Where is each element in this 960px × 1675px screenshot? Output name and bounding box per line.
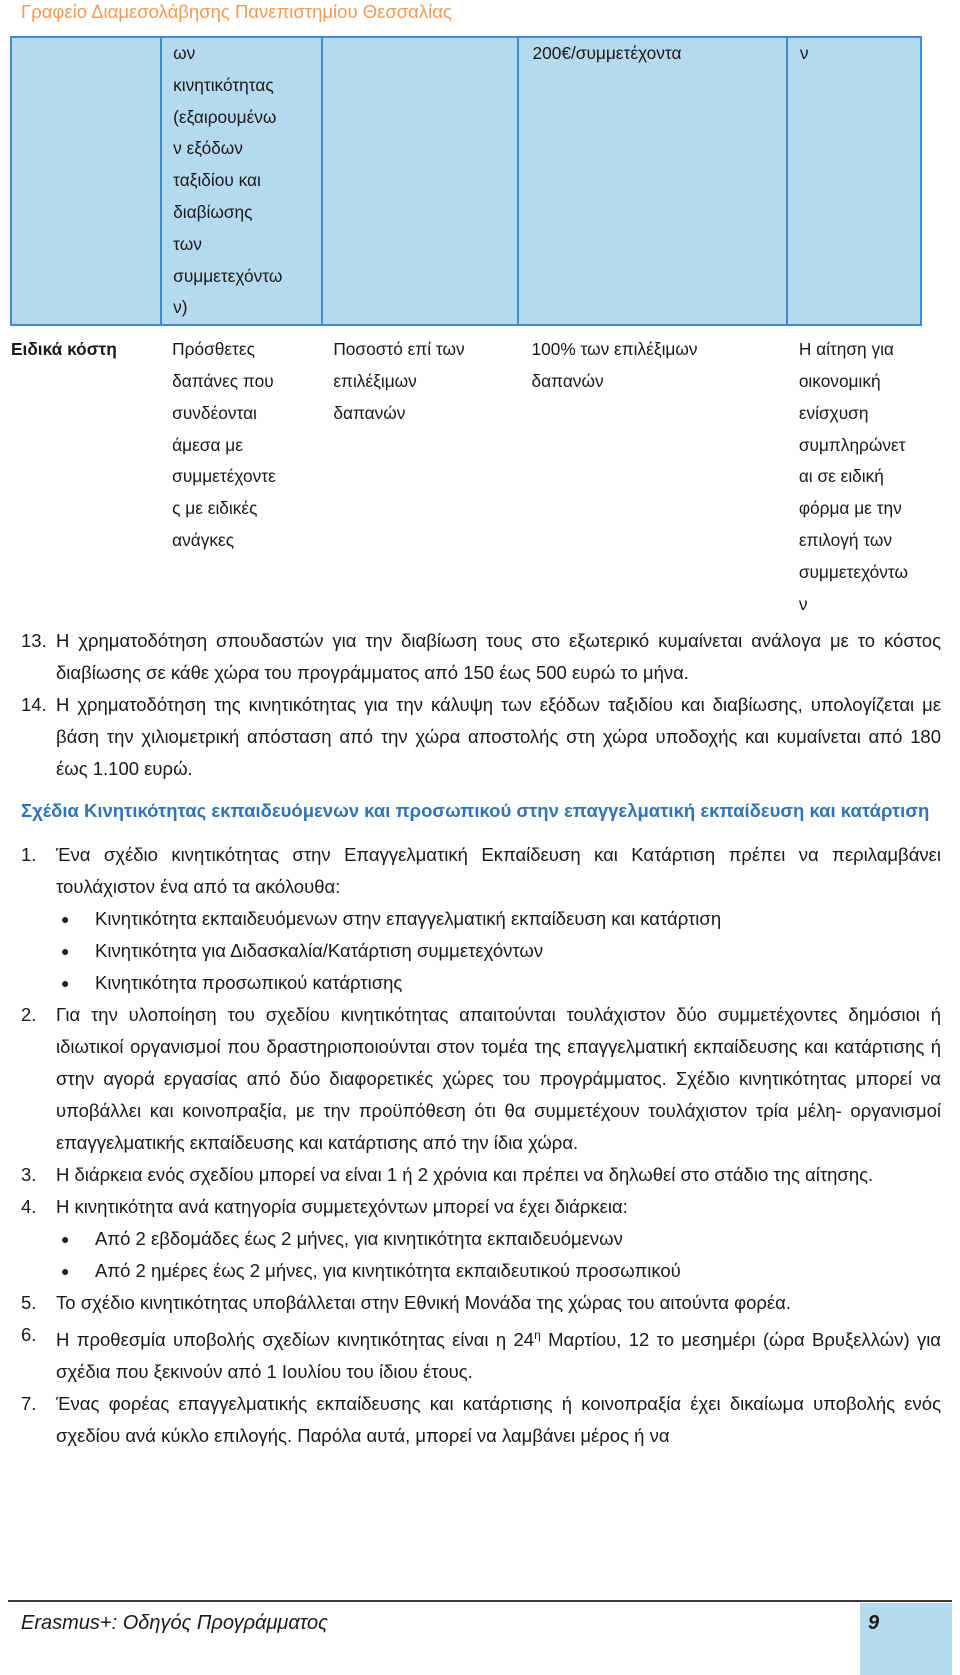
list-item: 4. Η κινητικότητα ανά κατηγορία συμμετεχόντων μπορεί να έχει διάρκεια:: [21, 1196, 628, 1217]
section-heading: Σχέδια Κινητικότητας εκπαιδευόμενων και προσωπικού στην επαγγελματική εκπαίδευση και κατάρτιση: [21, 800, 930, 821]
funding-table: [10, 36, 922, 620]
list-item: 1. Ένα σχέδιο κινητικότητας στην Επαγγελματική Εκπαίδευση και Κατάρτιση πρέπει να περιλαμβάνει τουλάχιστον ένα από τα ακόλουθα:: [21, 844, 941, 897]
bullet-item: ● Από 2 ημέρες έως 2 μήνες, για κινητικότητα εκπαιδευτικού προσωπικού: [21, 1255, 941, 1287]
table-row: [11, 37, 921, 325]
bullet-item: ● Από 2 εβδομάδες έως 2 μήνες, για κινητικότητα εκπαιδευόμενων: [21, 1223, 941, 1255]
list-item: 7. Ένας φορέας επαγγελματικής εκπαίδευσης και κατάρτισης ή κοινοπραξία έχει δικαίωμα υποβολής ενός σχεδίου ανά κύκλο επιλογής. Παρόλα αυτά, μπορεί να λαμβάνει μέρος ή να: [21, 1393, 941, 1447]
cell-amount: 200€/συμμετέχοντα: [518, 37, 787, 325]
bullet-icon: ●: [61, 943, 70, 959]
cell-rule: Η αίτηση για οικονομική ενίσχυση συμπληρώνετ αι σε ειδική φόρμα με την επιλογή των συμμετεχόντω ν: [798, 339, 909, 614]
bullet-icon: ●: [61, 1263, 70, 1279]
paragraph-14: 14. Η χρηματοδότηση της κινητικότητας για την κάλυψη των εξόδων ταξιδίου και διαβίωσης, υπολογίζεται με βάση την χιλιομετρική απόσταση από την χώρα αποστολής στη χώρα υποδοχής και κυμαίνεται από 180 έως 1.100 ευρώ.: [21, 694, 941, 779]
table-row: [11, 325, 921, 620]
list-item: 5. Το σχέδιο κινητικότητας υποβάλλεται στην Εθνική Μονάδα της χώρας του αιτούντα φορέα.: [21, 1292, 791, 1313]
cell-category: Ειδικά κόστη: [11, 339, 117, 360]
bullet-icon: ●: [61, 911, 70, 927]
cell-rule: ν: [787, 37, 921, 325]
document-header: Γραφείο Διαμεσολάβησης Πανεπιστημίου Θεσσαλίας: [21, 1, 452, 22]
list-item: 2. Για την υλοποίηση του σχεδίου κινητικότητας απαιτούνται τουλάχιστον δύο συμμετέχοντες δημόσιοι ή ιδιωτικοί οργανισμοί που δραστηριοποιούνται στον τομέα της επαγγελματική εκπαίδευσης και κατάρτισης ή στην αγορά εργασίας από δύο διαφορετικές χώρες του προγράμματος. Σχέδιο κινητικότητας μπορεί να υποβάλλει και κοινοπραξία, με την προϋπόθεση ότι θα συμμετέχουν τουλάχιστον τρία μέλη- οργανισμοί επαγγελματικής εκπαίδευσης και κατάρτισης από την ίδια χώρα.: [21, 1004, 941, 1153]
cell-description: ων κινητικότητας (εξαιρουμένω ν εξόδων ταξιδίου και διαβίωσης των συμμετεχόντω ν): [161, 37, 322, 325]
cell-category: [11, 37, 161, 325]
list-item: 3. Η διάρκεια ενός σχεδίου μπορεί να είναι 1 ή 2 χρόνια και πρέπει να δηλωθεί στο στάδιο της αίτησης.: [21, 1164, 874, 1185]
bullet-icon: ●: [61, 975, 70, 991]
page-number: 9: [868, 1612, 880, 1634]
cell-amount: 100% των επιλέξιμων δαπανών: [531, 339, 698, 391]
footer-divider: [8, 1600, 952, 1602]
bullet-item: ● Κινητικότητα για Διδασκαλία/Κατάρτιση συμμετεχόντων: [21, 935, 941, 967]
cell-description: Πρόσθετες δαπάνες που συνδέονται άμεσα με συμμετέχοντε ς με ειδικές ανάγκες: [172, 339, 276, 550]
document-body: [21, 625, 941, 1452]
cell-mechanism: [322, 37, 517, 325]
bullet-item: ● Κινητικότητα προσωπικού κατάρτισης: [21, 967, 941, 999]
list-item: 6. Η προθεσμία υποβολής σχεδίων κινητικότητας είναι η $24^\eta$ Μαρτίου, 12 το μεσημέρι (ώρα Βρυξελλών) για σχέδια που ξεκινούν από 1 Ιουλίου του ίδιου έτους.: [21, 1324, 941, 1383]
cell-mechanism: Ποσοστό επί των επιλέξιμων δαπανών: [333, 339, 465, 423]
footer-title: Erasmus+: Οδηγός Προγράμματος: [21, 1612, 328, 1634]
bullet-item: ● Κινητικότητα εκπαιδευόμενων στην επαγγελματική εκπαίδευση και κατάρτιση: [21, 903, 941, 935]
paragraph-13: 13. Η χρηματοδότηση σπουδαστών για την διαβίωση τους στο εξωτερικό κυμαίνεται ανάλογα με το κόστος διαβίωσης σε κάθε χώρα του προγράμματος από 150 έως 500 ευρώ το μήνα.: [21, 630, 941, 683]
bullet-icon: ●: [61, 1231, 70, 1247]
